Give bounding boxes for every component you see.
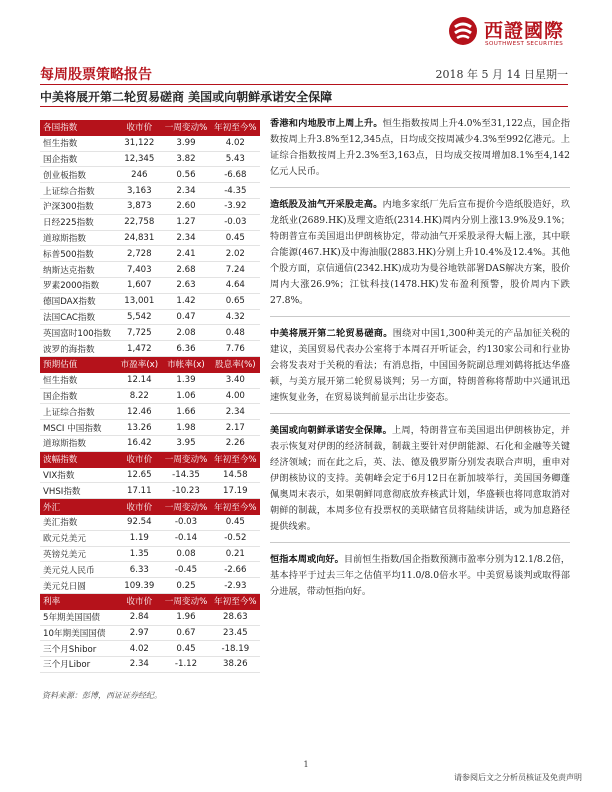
paragraph-body: 内地多家纸厂先后宣布提价今造纸股造好，玖龙纸业(2689.HK)及理文造纸(2314.HK)周内分别上涨13.9%及9.1%；特朗普宣布美国退出伊朗核协定，带动油气开采股录得大幅上涨，其中联合能源(467.HK)及中海油服(2883.HK)分别上升10.4%及12.4%。其他个股方面，京信通信(2342.HK)成功为曼谷地铁部署DAS解决方案，股价周内大涨26.9%；江钛科技(1478.HK)发布盈利预警，股价周内下跌27.8%。 xyxy=(270,199,571,306)
row-value: 4.02 xyxy=(211,135,260,151)
table-row xyxy=(40,135,260,151)
row-value: 31,122 xyxy=(117,135,161,151)
paragraph-title: 中美将展开第二轮贸易磋商。 xyxy=(270,328,393,339)
table-row xyxy=(40,293,260,309)
row-value: 3.99 xyxy=(161,135,210,151)
row-label: 三个月Libor xyxy=(40,657,117,673)
row-label: 道琼斯指数 xyxy=(40,435,117,451)
table-row xyxy=(40,151,260,167)
row-value: 5,542 xyxy=(117,309,161,325)
table-row xyxy=(40,657,260,673)
report-date: 2018 年 5 月 14 日星期一 xyxy=(435,68,568,81)
table-row xyxy=(40,388,260,404)
section-title: 利率 xyxy=(40,593,117,609)
table-row xyxy=(40,420,260,436)
row-value: 17.19 xyxy=(211,483,260,499)
row-value: -2.93 xyxy=(211,578,260,594)
row-value: 22,758 xyxy=(117,214,161,230)
row-value: 1.19 xyxy=(117,530,161,546)
row-value: 7,403 xyxy=(117,262,161,278)
row-label: 罗素2000指数 xyxy=(40,277,117,293)
paragraph-title: 造纸股及油气开采股走高。 xyxy=(270,199,383,210)
row-value: 7,725 xyxy=(117,325,161,341)
paragraph-title: 香港和内地股市上周上升。 xyxy=(270,118,383,129)
row-value: -6.68 xyxy=(211,167,260,183)
table-row xyxy=(40,404,260,420)
row-value: 3,873 xyxy=(117,198,161,214)
row-value: 1.66 xyxy=(161,404,210,420)
column-header: 年初至今% xyxy=(211,499,260,515)
table-row xyxy=(40,625,260,641)
row-value: 0.48 xyxy=(211,325,260,341)
table-row xyxy=(40,341,260,357)
row-value: -3.92 xyxy=(211,198,260,214)
row-value: 3,163 xyxy=(117,183,161,199)
paragraph-body: 围绕对中国1,300种美元的产品加征关税的建议，美国贸易代表办公室将于本周召开听证会，约130家公司和行业协会将发表对于关税的看法；有消息指，中国国务院副总理刘鹤将抵达华盛顿，与美方展开第二轮贸易谈判；另一方面，特朗普称将帮助中兴通讯迅速恢复业务，在贸易谈判前显示出让步姿态。 xyxy=(270,328,570,403)
row-value: 0.45 xyxy=(211,230,260,246)
row-label: 国企指数 xyxy=(40,151,117,167)
row-value: -0.45 xyxy=(161,562,210,578)
row-label: 美汇指数 xyxy=(40,514,117,530)
table-section-header xyxy=(40,120,260,135)
commentary-paragraph xyxy=(270,116,570,180)
row-value: 2.63 xyxy=(161,277,210,293)
column-header: 收市价 xyxy=(117,499,161,515)
column-header: 收市价 xyxy=(117,120,161,135)
paragraph-body: 目前恒生指数/国企指数预测市盈率分别为12.1/8.2倍，基本持平于过去三年之估值平均11.0/8.0倍水平。中美贸易谈判或取得部分进展，带动恒指向好。 xyxy=(270,554,571,597)
column-header: 一周变动% xyxy=(161,120,210,135)
report-title: 每周股票策略报告 xyxy=(40,67,152,83)
row-value: 0.65 xyxy=(211,293,260,309)
table-section-header xyxy=(40,451,260,467)
row-value: 2.34 xyxy=(161,183,210,199)
row-label: 沪深300指数 xyxy=(40,198,117,214)
section-title: 预期估值 xyxy=(40,356,117,372)
row-value: 6.33 xyxy=(117,562,161,578)
swsc-logo-icon xyxy=(448,16,478,46)
table-row xyxy=(40,435,260,451)
row-label: 美元兑日圆 xyxy=(40,578,117,594)
column-header: 一周变动% xyxy=(161,593,210,609)
row-label: 恒生指数 xyxy=(40,372,117,388)
row-value: 2.84 xyxy=(117,609,161,625)
row-value: 12,345 xyxy=(117,151,161,167)
row-label: 纳斯达克指数 xyxy=(40,262,117,278)
row-value: 2.08 xyxy=(161,325,210,341)
table-section-header xyxy=(40,499,260,515)
row-value: 2.60 xyxy=(161,198,210,214)
paragraph-divider xyxy=(270,187,570,188)
row-value: 7.76 xyxy=(211,341,260,357)
row-value: 0.25 xyxy=(161,578,210,594)
table-row xyxy=(40,609,260,625)
row-value: 0.45 xyxy=(161,641,210,657)
row-value: 2.41 xyxy=(161,246,210,262)
row-value: -0.03 xyxy=(161,514,210,530)
row-value: -0.52 xyxy=(211,530,260,546)
page-number: 1 xyxy=(303,760,309,769)
row-value: 2.97 xyxy=(117,625,161,641)
row-value: 4.02 xyxy=(117,641,161,657)
column-header: 收市价 xyxy=(117,593,161,609)
row-value: -0.03 xyxy=(211,214,260,230)
paragraph-title: 恒指本周或向好。 xyxy=(270,554,344,565)
row-value: 246 xyxy=(117,167,161,183)
row-value: 0.21 xyxy=(211,546,260,562)
row-value: 13.26 xyxy=(117,420,161,436)
paragraph-divider xyxy=(270,316,570,317)
row-label: 上证综合指数 xyxy=(40,183,117,199)
row-value: 2.34 xyxy=(117,657,161,673)
row-value: 4.32 xyxy=(211,309,260,325)
row-value: 7.24 xyxy=(211,262,260,278)
market-data-table xyxy=(40,120,260,673)
table-section-header xyxy=(40,356,260,372)
row-label: 恒生指数 xyxy=(40,135,117,151)
row-value: 4.00 xyxy=(211,388,260,404)
column-header: 市帐率(x) xyxy=(161,356,210,372)
column-header: 一周变动% xyxy=(161,451,210,467)
row-value: 2.34 xyxy=(211,404,260,420)
table-row xyxy=(40,325,260,341)
table-row xyxy=(40,562,260,578)
row-value: 4.64 xyxy=(211,277,260,293)
row-value: 12.65 xyxy=(117,467,161,483)
table-row xyxy=(40,262,260,278)
row-value: 17.11 xyxy=(117,483,161,499)
commentary-paragraph xyxy=(270,197,570,309)
row-value: 0.45 xyxy=(211,514,260,530)
row-label: 法国CAC指数 xyxy=(40,309,117,325)
row-label: 日经225指数 xyxy=(40,214,117,230)
row-value: 0.08 xyxy=(161,546,210,562)
table-row xyxy=(40,246,260,262)
row-label: 波罗的海指数 xyxy=(40,341,117,357)
commentary-paragraph xyxy=(270,423,570,535)
header-divider xyxy=(40,84,568,85)
row-label: 美元兑人民币 xyxy=(40,562,117,578)
row-value: 2.02 xyxy=(211,246,260,262)
row-value: -4.35 xyxy=(211,183,260,199)
row-value: 2.34 xyxy=(161,230,210,246)
row-value: 13,001 xyxy=(117,293,161,309)
row-label: 创业板指数 xyxy=(40,167,117,183)
column-header: 年初至今% xyxy=(211,451,260,467)
row-label: VHSI指数 xyxy=(40,483,117,499)
table-source-note: 资料来源：彭博，西证证券经纪。 xyxy=(42,691,162,700)
row-label: 英国富时100指数 xyxy=(40,325,117,341)
row-label: 5年期美国国债 xyxy=(40,609,117,625)
commentary-column xyxy=(270,116,570,600)
row-label: 道琼斯指数 xyxy=(40,230,117,246)
row-value: 23.45 xyxy=(211,625,260,641)
column-header: 市盈率(x) xyxy=(117,356,161,372)
column-header: 年初至今% xyxy=(211,593,260,609)
table-row xyxy=(40,277,260,293)
paragraph-body: 上周，特朗普宣布美国退出伊朗核协定，并表示恢复对伊朗的经济制裁，制裁主要针对伊朗能源、石化和金融等关键经济领域；而在此之后，英、法、德及俄罗斯分别发表联合声明，重申对伊朗核协议的支持。美朝峰会定于6月12日在新加坡举行，美国国务卿蓬佩奥周末表示，如果朝鲜同意彻底放弃核武计划，华盛顿也将同意取消对朝鲜的制裁，本周多位有投票权的美联储官员将陆续讲话，或为加息路径提供线索。 xyxy=(270,425,570,532)
row-value: 1.42 xyxy=(161,293,210,309)
row-label: 英镑兑美元 xyxy=(40,546,117,562)
table-section-header xyxy=(40,593,260,609)
row-value: 0.47 xyxy=(161,309,210,325)
column-header: 收市价 xyxy=(117,451,161,467)
row-value: 1,607 xyxy=(117,277,161,293)
row-value: 1.27 xyxy=(161,214,210,230)
paragraph-divider xyxy=(270,542,570,543)
row-label: 国企指数 xyxy=(40,388,117,404)
row-value: 2.26 xyxy=(211,435,260,451)
report-headline: 中美将展开第二轮贸易磋商 美国或向朝鲜承诺安全保障 xyxy=(40,90,333,104)
row-label: VIX指数 xyxy=(40,467,117,483)
row-value: 38.26 xyxy=(211,657,260,673)
paragraph-divider xyxy=(270,413,570,414)
row-value: -2.66 xyxy=(211,562,260,578)
table-row xyxy=(40,183,260,199)
paragraph-body: 恒生指数按周上升4.0%至31,122点，国企指数按周上升3.8%至12,345点，日均成交按周减少4.3%至992亿港元。上证综合指数按周上升2.3%至3,163点，日均成交按周增加8.1%至4,142亿元人民币。 xyxy=(270,118,570,177)
row-value: 5.43 xyxy=(211,151,260,167)
logo-text-en: SOUTHWEST SECURITIES xyxy=(485,41,564,47)
section-title: 外汇 xyxy=(40,499,117,515)
table-row xyxy=(40,214,260,230)
logo-text-cn: 西證國際 xyxy=(484,20,565,42)
row-value: 1.06 xyxy=(161,388,210,404)
row-value: 24,831 xyxy=(117,230,161,246)
row-value: -18.19 xyxy=(211,641,260,657)
table-row xyxy=(40,546,260,562)
row-value: 92.54 xyxy=(117,514,161,530)
row-value: 1,472 xyxy=(117,341,161,357)
row-value: -0.14 xyxy=(161,530,210,546)
column-header: 年初至今% xyxy=(211,120,260,135)
row-value: 2,728 xyxy=(117,246,161,262)
row-value: 3.82 xyxy=(161,151,210,167)
table-row xyxy=(40,483,260,499)
row-value: 14.58 xyxy=(211,467,260,483)
row-value: 2.17 xyxy=(211,420,260,436)
row-value: 1.39 xyxy=(161,372,210,388)
table-row xyxy=(40,641,260,657)
commentary-paragraph xyxy=(270,552,570,600)
row-label: MSCI 中国指数 xyxy=(40,420,117,436)
row-value: 16.42 xyxy=(117,435,161,451)
section-title: 波幅指数 xyxy=(40,451,117,467)
row-label: 德国DAX指数 xyxy=(40,293,117,309)
table-row xyxy=(40,167,260,183)
paragraph-title: 美国或向朝鲜承诺安全保障。 xyxy=(270,425,392,436)
row-value: 0.56 xyxy=(161,167,210,183)
section-title: 各国指数 xyxy=(40,120,117,135)
table-row xyxy=(40,467,260,483)
row-value: 0.67 xyxy=(161,625,210,641)
table-row xyxy=(40,309,260,325)
table-row xyxy=(40,514,260,530)
company-logo xyxy=(448,14,588,54)
row-value: -14.35 xyxy=(161,467,210,483)
table-row xyxy=(40,578,260,594)
row-label: 10年期美国国债 xyxy=(40,625,117,641)
row-value: 8.22 xyxy=(117,388,161,404)
table-row xyxy=(40,198,260,214)
column-header: 股息率(%) xyxy=(211,356,260,372)
row-label: 上证综合指数 xyxy=(40,404,117,420)
row-value: -10.23 xyxy=(161,483,210,499)
row-value: 1.96 xyxy=(161,609,210,625)
table-row xyxy=(40,230,260,246)
row-value: 6.36 xyxy=(161,341,210,357)
row-label: 标普500指数 xyxy=(40,246,117,262)
row-value: 1.35 xyxy=(117,546,161,562)
commentary-paragraph xyxy=(270,326,570,406)
row-label: 欧元兑美元 xyxy=(40,530,117,546)
row-value: 3.40 xyxy=(211,372,260,388)
disclaimer-note: 请参阅后文之分析员核证及免责声明 xyxy=(454,773,582,782)
row-value: -1.12 xyxy=(161,657,210,673)
row-value: 12.14 xyxy=(117,372,161,388)
row-value: 3.95 xyxy=(161,435,210,451)
row-value: 109.39 xyxy=(117,578,161,594)
row-label: 三个月Shibor xyxy=(40,641,117,657)
headline-divider xyxy=(40,106,568,107)
row-value: 28.63 xyxy=(211,609,260,625)
table-row xyxy=(40,530,260,546)
row-value: 2.68 xyxy=(161,262,210,278)
table-row xyxy=(40,372,260,388)
row-value: 12.46 xyxy=(117,404,161,420)
column-header: 一周变动% xyxy=(161,499,210,515)
row-value: 1.98 xyxy=(161,420,210,436)
